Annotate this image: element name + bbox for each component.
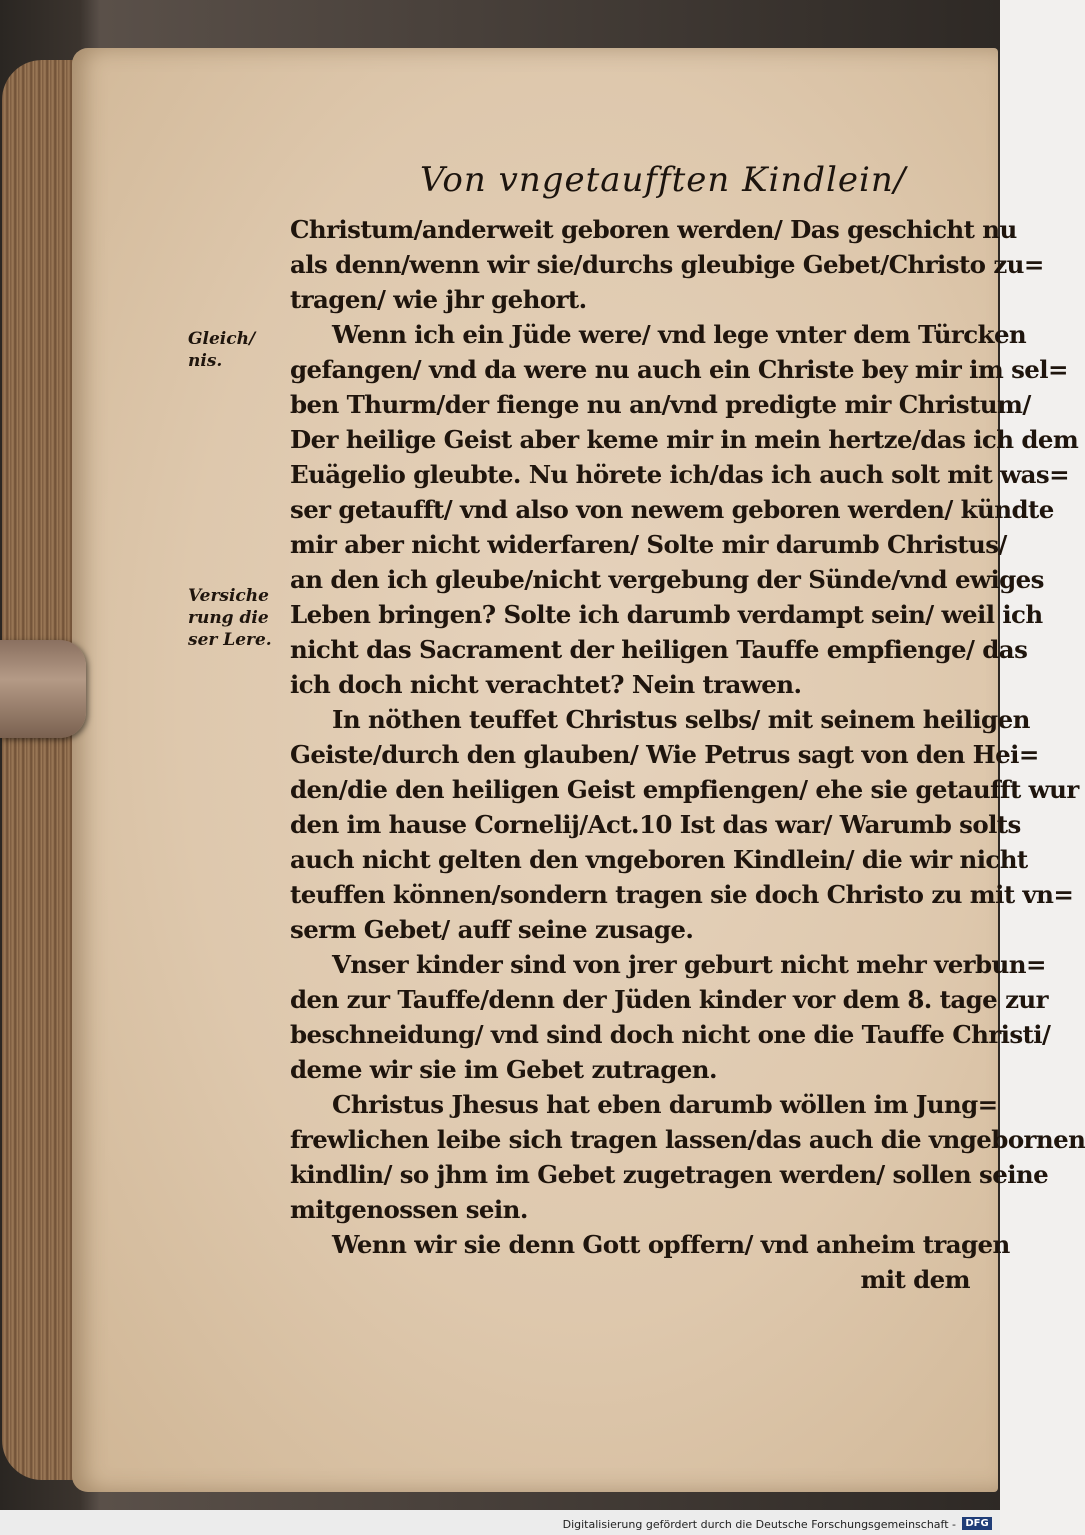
- text-line: den/die den heiligen Geist empfiengen/ ehe sie getaufft wur: [290, 775, 1079, 804]
- text-line: Christus Jhesus hat eben darumb wöllen im Jung=: [332, 1090, 998, 1119]
- text-line: tragen/ wie jhr gehort.: [290, 285, 587, 314]
- dfg-logo[interactable]: DFG: [962, 1517, 992, 1530]
- text-line: ben Thurm/der fienge nu an/vnd predigte mir Christum/: [290, 390, 1031, 419]
- funding-credit: Digitalisierung gefördert durch die Deutsche Forschungsgemeinschaft -: [562, 1518, 956, 1531]
- text-line: beschneidung/ vnd sind doch nicht one die Tauffe Christi/: [290, 1020, 1051, 1049]
- text-line: ich doch nicht verachtet? Nein trawen.: [290, 670, 802, 699]
- text-line: Der heilige Geist aber keme mir in mein hertze/das ich dem: [290, 425, 1079, 454]
- text-line: auch nicht gelten den vngeboren Kindlein/ die wir nicht: [290, 845, 1028, 874]
- marginal-note-gleichnis: [188, 328, 292, 372]
- text-line: den zur Tauffe/denn der Jüden kinder vor dem 8. tage zur: [290, 985, 1048, 1014]
- text-line: gefangen/ vnd da were nu auch ein Christe bey mir im sel=: [290, 355, 1068, 384]
- marginal-note-line: rung die: [188, 608, 269, 628]
- text-line: Geiste/durch den glauben/ Wie Petrus sagt von den Hei=: [290, 740, 1039, 769]
- text-line: serm Gebet/ auff seine zusage.: [290, 915, 694, 944]
- text-line: Euägelio gleubte. Nu hörete ich/das ich auch solt mit was=: [290, 460, 1070, 489]
- text-line: Wenn wir sie denn Gott opffern/ vnd anheim tragen: [332, 1230, 1010, 1259]
- text-line: deme wir sie im Gebet zutragen.: [290, 1055, 717, 1084]
- marginal-note-line: nis.: [188, 351, 223, 371]
- text-line: Vnser kinder sind von jrer geburt nicht mehr verbun=: [332, 950, 1046, 979]
- marginal-note-line: Gleich/: [188, 329, 256, 349]
- marginal-note-line: ser Lere.: [188, 630, 272, 650]
- page-edges: [2, 60, 82, 1480]
- text-line: Wenn ich ein Jüde were/ vnd lege vnter dem Türcken: [332, 320, 1027, 349]
- body-text: [290, 212, 1085, 1297]
- text-line: frewlichen leibe sich tragen lassen/das auch die vngebornen: [290, 1125, 1085, 1154]
- text-line: kindlin/ so jhm im Gebet zugetragen werden/ sollen seine: [290, 1160, 1049, 1189]
- text-line: nicht das Sacrament der heiligen Tauffe empfienge/ das: [290, 635, 1028, 664]
- running-head: Von vngetaufften Kindlein/: [420, 160, 907, 200]
- marginal-note-line: Versiche: [188, 586, 269, 606]
- text-line: den im hause Cornelij/Act.10 Ist das war/ Warumb solts: [290, 810, 1021, 839]
- text-line: an den ich gleube/nicht vergebung der Sünde/vnd ewiges: [290, 565, 1044, 594]
- text-line: mir aber nicht widerfaren/ Solte mir darumb Christus/: [290, 530, 1007, 559]
- text-line: Christum/anderweit geboren werden/ Das geschicht nu: [290, 215, 1017, 244]
- text-line: Leben bringen? Solte ich darumb verdampt sein/ weil ich: [290, 600, 1043, 629]
- marginal-note-versicherung: [188, 585, 292, 651]
- bookmark-ribbon: [0, 640, 86, 738]
- text-line: teuffen können/sondern tragen sie doch Christo zu mit vn=: [290, 880, 1074, 909]
- catchword: mit dem: [860, 1265, 970, 1294]
- text-line: als denn/wenn wir sie/durchs gleubige Gebet/Christo zu=: [290, 250, 1044, 279]
- text-line: In nöthen teuffet Christus selbs/ mit seinem heiligen: [332, 705, 1030, 734]
- text-line: ser getaufft/ vnd also von newem geboren werden/ kündte: [290, 495, 1054, 524]
- text-line: mitgenossen sein.: [290, 1195, 528, 1224]
